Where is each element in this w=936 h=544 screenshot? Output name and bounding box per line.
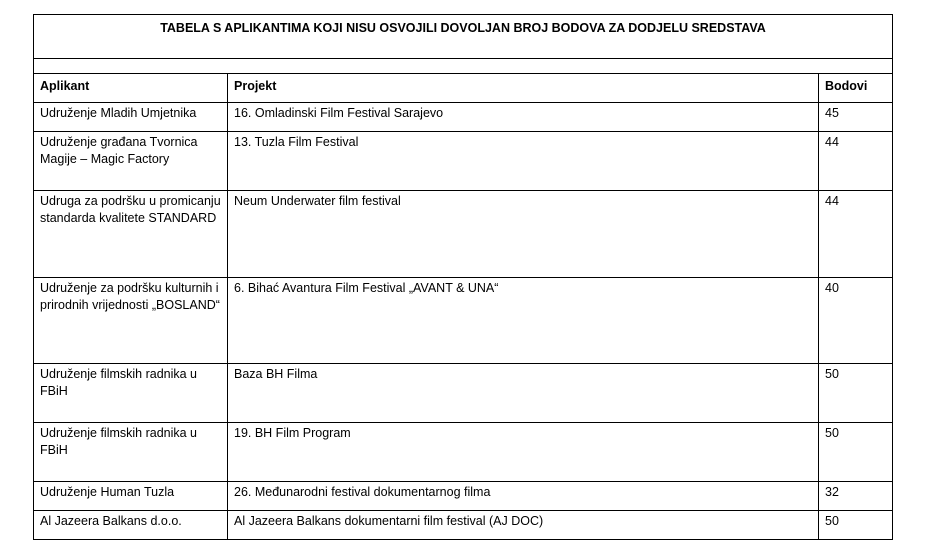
points-cell: 44 [819, 191, 893, 278]
title-row [34, 15, 893, 59]
spacer-cell [34, 59, 893, 74]
table-row [34, 132, 893, 191]
table-row [34, 103, 893, 132]
applicant-cell: Al Jazeera Balkans d.o.o. [34, 511, 228, 540]
project-cell: 16. Omladinski Film Festival Sarajevo [228, 103, 819, 132]
points-cell: 44 [819, 132, 893, 191]
project-cell: 13. Tuzla Film Festival [228, 132, 819, 191]
project-cell: Baza BH Filma [228, 364, 819, 423]
header-project: Projekt [228, 74, 819, 103]
points-cell: 40 [819, 278, 893, 364]
table-row [34, 278, 893, 364]
table-row [34, 511, 893, 540]
project-cell: 26. Međunarodni festival dokumentarnog filma [228, 482, 819, 511]
table-row [34, 191, 893, 278]
points-cell: 50 [819, 364, 893, 423]
table-row [34, 364, 893, 423]
applicant-cell: Udruženje filmskih radnika u FBiH [34, 423, 228, 482]
project-cell: 19. BH Film Program [228, 423, 819, 482]
project-cell: Neum Underwater film festival [228, 191, 819, 278]
table-row [34, 423, 893, 482]
header-points: Bodovi [819, 74, 893, 103]
points-cell: 45 [819, 103, 893, 132]
applicants-table [33, 14, 893, 540]
points-cell: 50 [819, 511, 893, 540]
points-cell: 50 [819, 423, 893, 482]
applicant-cell: Udruženje Mladih Umjetnika [34, 103, 228, 132]
applicant-cell: Udruženje Human Tuzla [34, 482, 228, 511]
applicant-cell: Udruženje građana Tvornica Magije – Magic Factory [34, 132, 228, 191]
spacer-row [34, 59, 893, 74]
applicant-cell: Udruženje filmskih radnika u FBiH [34, 364, 228, 423]
applicant-cell: Udruženje za podršku kulturnih i prirodnih vrijednosti „BOSLAND“ [34, 278, 228, 364]
header-row [34, 74, 893, 103]
table-title: TABELA S APLIKANTIMA KOJI NISU OSVOJILI DOVOLJAN BROJ BODOVA ZA DODJELU SREDSTAVA [34, 15, 893, 59]
header-applicant: Aplikant [34, 74, 228, 103]
points-cell: 32 [819, 482, 893, 511]
applicant-cell: Udruga za podršku u promicanju standarda kvalitete STANDARD [34, 191, 228, 278]
project-cell: Al Jazeera Balkans dokumentarni film festival (AJ DOC) [228, 511, 819, 540]
table-row [34, 482, 893, 511]
project-cell: 6. Bihać Avantura Film Festival „AVANT & UNA“ [228, 278, 819, 364]
